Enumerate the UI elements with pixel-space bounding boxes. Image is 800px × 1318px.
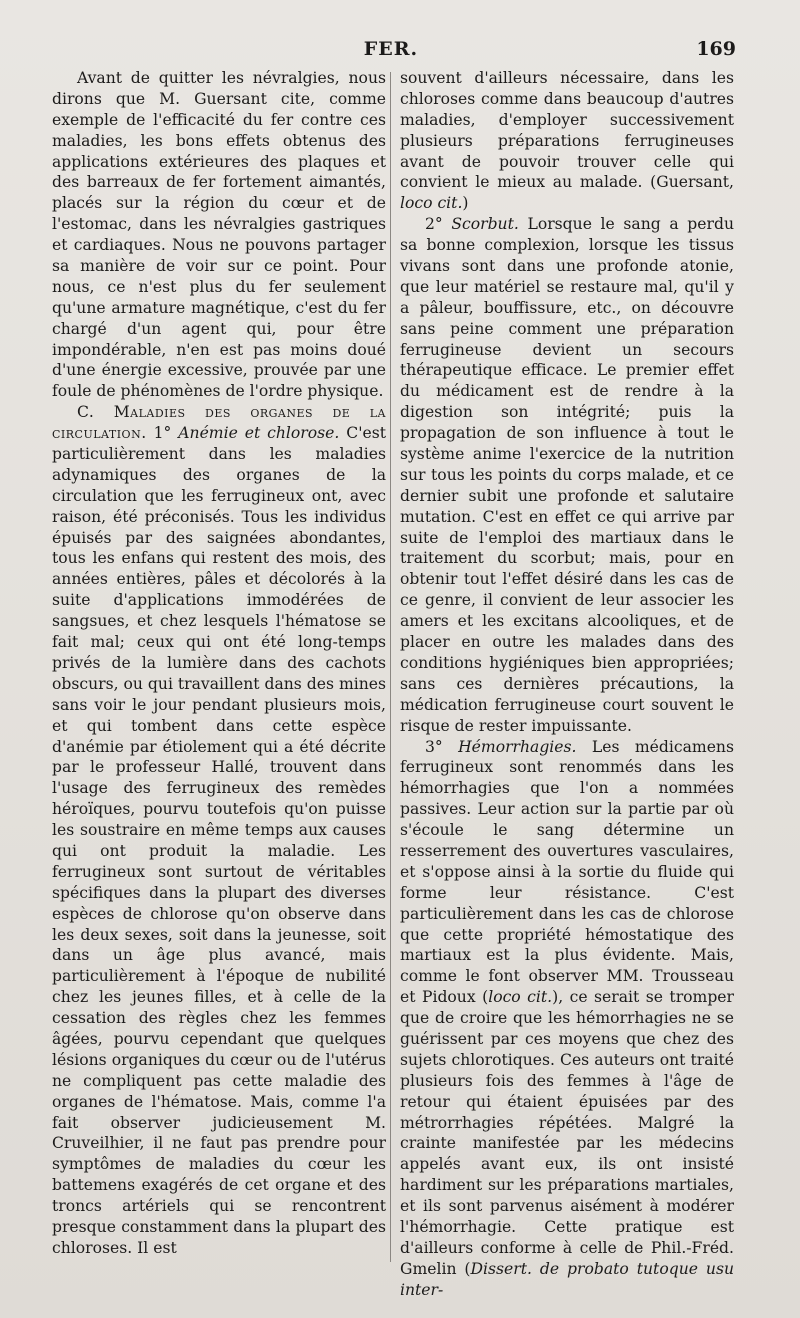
paragraph-continuation — [400, 68, 734, 214]
paragraph-text: C'est particulièrement dans les maladies adynamiques des organes de la circulation que les ferrugineux ont, avec raison, été préconisés. Tous les individus épuisés par des saignées abondantes, tous les enfans qui restent des mois, des années entières, pâles et décolorés à la suite d'applications immodérées de sangsues, et chez lesquels l'hématose se fait mal; ceux qui ont été long-temps privés de la lumière dans des cachots obscurs, ou qui travaillent dans des mines sans voir le jour pendant plusieurs mois, et qui tombent dans cette espèce d'anémie par étiolement qui a été décrite par le professeur Hallé, trouvent dans l'usage des ferrugineux des remèdes héroïques, pourvu toutefois qu'on puisse les soustraire en même temps aux causes qui ont produit la maladie. Les ferrugineux sont surtout de véritables spécifiques dans la plupart des diverses espèces de chlorose qu'on observe dans les deux sexes, soit dans la jeunesse, soit dans un âge plus avancé, mais particulièrement à l'époque de nubilité chez les jeunes filles, et à celle de la cessation des règles chez les femmes âgées, pourvu cependant que quelques lésions organiques du cœur ou de l'utérus ne compliquent pas cette maladie des organes de l'hématose. Mais, comme l'a fait observer judicieusement M. Cruveilhier, il ne faut pas prendre pour symptômes de maladies du cœur les battemens exagérés de cet organe et des troncs artériels qui se rencontrent presque constamment dans la plupart des chloroses. Il est — [52, 424, 386, 1257]
item-title-anemie: Anémie et chlorose. — [178, 424, 340, 443]
paragraph-text: Les médicamens ferrugineux sont renommés dans les hémorrhagies que l'on a nommées passives. Leur action sur la partie par où s'écoule le sang détermine un resserrement des ouvertures vasculaires, et s'oppose ainsi à la sortie du fluide qui forme leur résistance. C'est particulièrement dans les cas de chlorose que cette propriété hémostatique des martiaux est la plus évidente. Mais, comme le font observer MM. Trousseau et Pidoux ( — [400, 737, 734, 1007]
item-title-hemorrhagies: Hémorrhagies. — [458, 737, 577, 756]
page-number: 169 — [696, 38, 736, 60]
column-divider — [390, 72, 391, 1262]
paragraph-text: souvent d'ailleurs nécessaire, dans les chloroses comme dans beaucoup d'autres maladies, d'employer successivement plusieurs préparations ferrugineuses avant de pouvoir trouver celle qui convient le mieux au malade. (Guersant, — [400, 69, 734, 192]
paragraph-nevralgies: Avant de quitter les névralgies, nous dirons que M. Guersant cite, comme exemple de l'efficacité du fer contre ces maladies, les bons effets obtenus des applications extérieures des plaques et des barreaux de fer fortement aimantés, placés sur la région du cœur et de l'estomac, dans les névralgies gastriques et cardiaques. Nous ne pouvons partager sa manière de voir sur ce point. Pour nous, ce n'est plus du fer seulement qu'une armature magnétique, c'est du fer chargé d'un agent qui, pour être impondérable, n'en est pas moins doué d'une énergie excessive, prouvée par une foule de phénomènes de l'ordre physique. — [52, 69, 386, 401]
running-head: FER. — [363, 38, 419, 60]
citation-loco-cit: loco cit. — [488, 988, 553, 1007]
paragraph-text: ), ce serait se tromper que de croire que les hémorrhagies ne se guérissent par ces moyens que chez des sujets chlorotiques. Ces auteurs ont traité plusieurs fois des femmes à l'âge de retour qui étaient épuisées par des métrorrhagies répétées. Malgré la crainte manifestée par les médecins appelés avant eux, ils ont insisté hardiment sur les préparations martiales, et ils sont parvenus aisément à modérer l'hémorrhagie. Cette pratique est d'ailleurs conforme à celle de Phil.-Fréd. Gmelin ( — [400, 988, 734, 1278]
section-heading-circulation: C. Maladies des organes de la circulation. — [52, 403, 386, 443]
paragraph-anemie-chlorose — [52, 402, 386, 1259]
page-header — [46, 38, 736, 72]
left-column — [52, 68, 386, 1259]
paren-close: ) — [462, 194, 469, 213]
paragraph-text: Lorsque le sang a perdu sa bonne complexion, lorsque les tissus vivans sont dans une profonde atonie, que leur matériel se restaure mal, qu'il y a pâleur, bouffissure, etc., on découvre sans peine comment une préparation ferrugineuse devient un secours thérapeutique efficace. Le premier effet du médicament est de rendre à la digestion son intégrité; puis la propagation de son influence à tout le système anime l'exercice de la nutrition sur tous les points du corps malade, et ce dernier subit une profonde et salutaire mutation. C'est en effet ce qui arrive par suite de l'emploi des martiaux dans le traitement du scorbut; mais, pour en obtenir tout l'effet désiré dans les cas de ce genre, il convient de leur associer les amers et les excitans alcooliques, et de placer en outre les malades dans des conditions hygiéniques bien appropriées; sans ces dernières précautions, la médication ferrugineuse court souvent le risque de rester impuissante. — [400, 215, 734, 735]
right-column — [400, 68, 734, 1301]
item-title-scorbut: Scorbut. — [451, 215, 519, 234]
paragraph-scorbut — [400, 214, 734, 736]
citation-dissert: Dissert. de probato tutoque usu inter- — [400, 1259, 734, 1299]
item-number: 3° — [424, 737, 443, 756]
item-number: 2° — [424, 215, 443, 234]
item-number: 1° — [153, 424, 172, 443]
citation-loco-cit: loco cit. — [400, 194, 463, 213]
paragraph-hemorrhagies — [400, 737, 734, 1301]
